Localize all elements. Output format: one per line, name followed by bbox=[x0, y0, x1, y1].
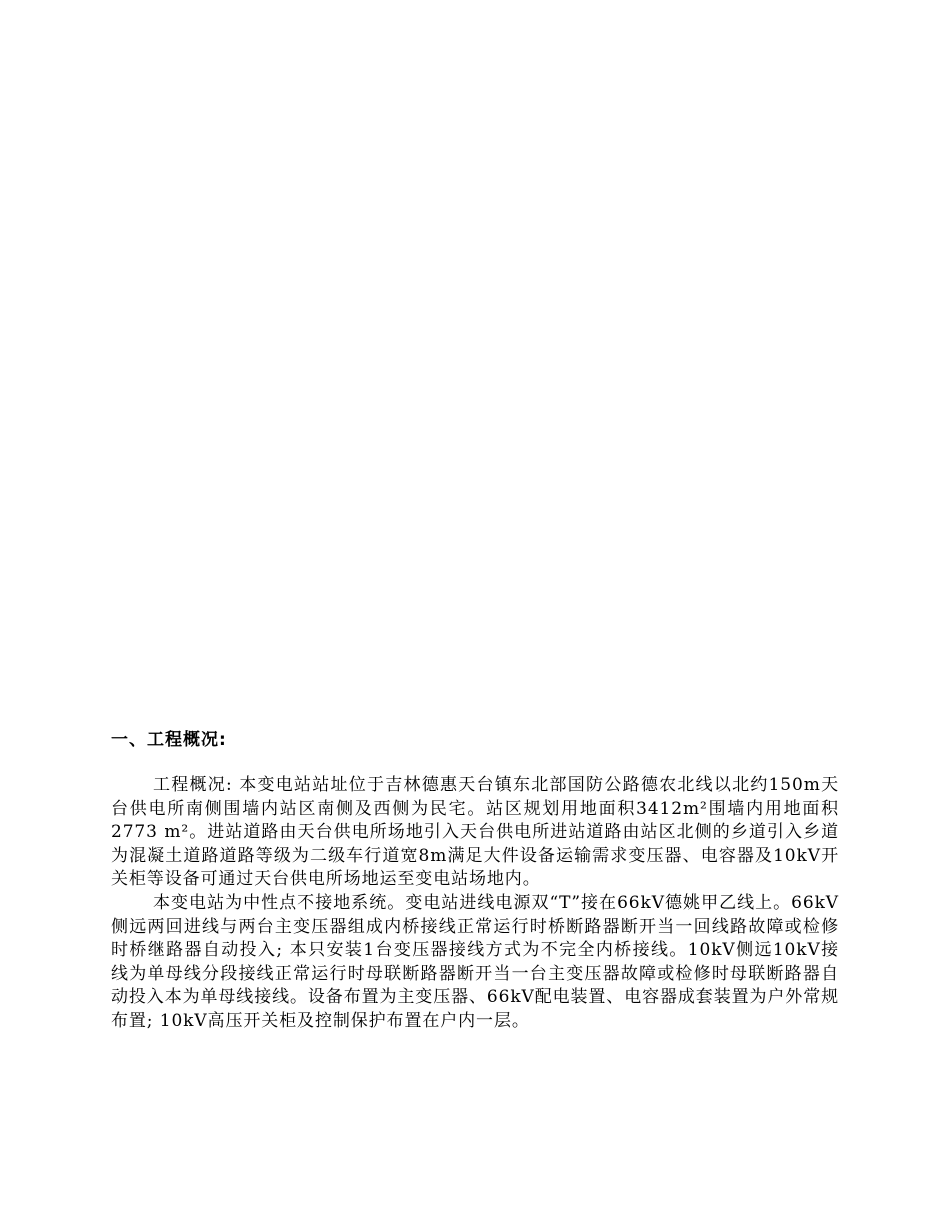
section-heading: 一、工程概况: bbox=[111, 730, 227, 750]
paragraph-project-overview: 工程概况: 本变电站站址位于吉林德惠天台镇东北部国防公路德农北线以北约150m天台供电所南侧围墙内站区南侧及西侧为民宅。站区规划用地面积3412m²围墙内用地面积2773 m²。进站道路由天台供电所场地引入天台供电所进站道路由站区北侧的乡道引入乡道为混凝土道路道路等级为二级车行道宽8m满足大件设备运输需求变压器、电容器及10kV开关柜等设备可通过天台供电所场地运至变电站场地内。 bbox=[111, 775, 839, 890]
section-body bbox=[111, 774, 839, 1034]
paragraph-substation-wiring: 本变电站为中性点不接地系统。变电站进线电源双“T”接在66kV德姚甲乙线上。66kV侧远两回进线与两台主变压器组成内桥接线正常运行时桥断路器断开当一回线路故障或检修时桥继路器自动投入; 本只安装1台变压器接线方式为不完全内桥接线。10kV侧远10kV接线为单母线分段接线正常运行时母联断路器断开当一台主变压器故障或检修时母联断路器自动投入本为单母线接线。设备布置为主变压器、66kV配电装置、电容器成套装置为户外常规布置; 10kV高压开关柜及控制保护布置在户内一层。 bbox=[111, 892, 840, 1031]
